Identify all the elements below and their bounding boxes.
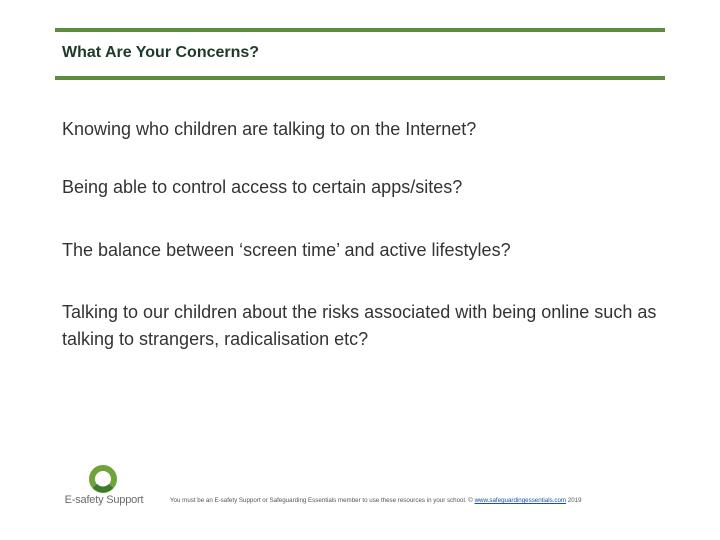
esafety-support-logo [58, 462, 150, 512]
bottom-rule [55, 76, 665, 80]
logo-text: E-safety Support [64, 494, 144, 506]
concern-item: Talking to our children about the risks associated with being online such as talking to strangers, radicalisation etc? [62, 302, 657, 349]
slide-title: What Are Your Concerns? [62, 44, 260, 61]
concern-item: Knowing who children are talking to on the Internet? [62, 119, 477, 139]
footer-text: You must be an E-safety Support or Safeguarding Essentials member to use these resources in your school. © [170, 497, 475, 504]
copyright-footer [170, 497, 670, 504]
concern-item: The balance between ‘screen time’ and active lifestyles? [62, 240, 511, 260]
ring-logo-icon [87, 464, 119, 494]
concern-item: Being able to control access to certain apps/sites? [62, 177, 463, 197]
footer-link[interactable]: www.safeguardingessentials.com [474, 497, 567, 504]
footer-year: 2019 [566, 497, 582, 504]
top-rule [55, 28, 665, 32]
